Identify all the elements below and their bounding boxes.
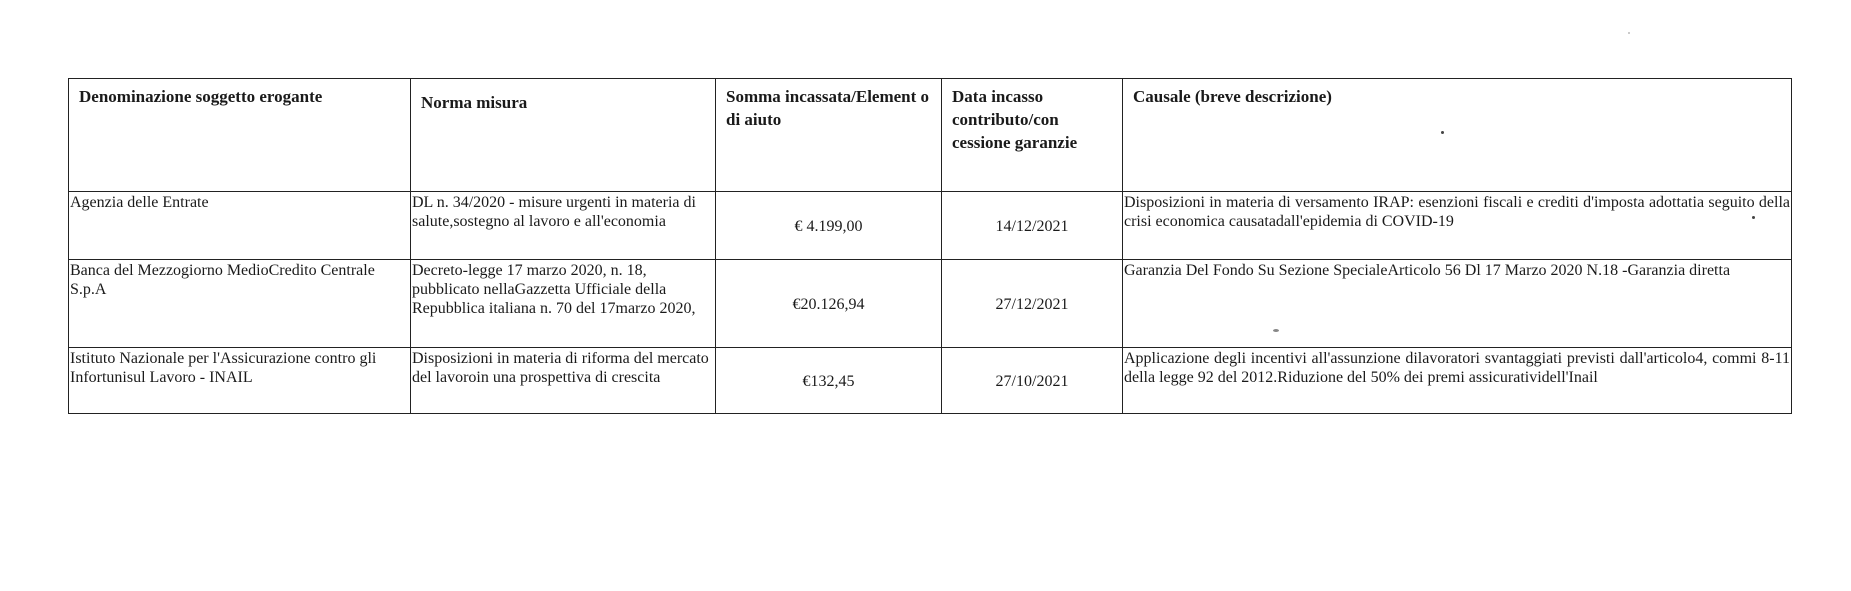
cell-causale: Applicazione degli incentivi all'assunzione dilavoratori svantaggiati previsti dall'articolo4, commi 8-11 della legge 92 del 2012.Riduzione del 50% dei premi assicuratividell'Inail bbox=[1123, 348, 1792, 414]
cell-norma: DL n. 34/2020 - misure urgenti in materia di salute,sostegno al lavoro e all'economia bbox=[411, 192, 716, 260]
cell-causale: Garanzia Del Fondo Su Sezione SpecialeArticolo 56 Dl 17 Marzo 2020 N.18 -Garanzia diretta bbox=[1123, 260, 1792, 348]
cell-soggetto: Agenzia delle Entrate bbox=[69, 192, 411, 260]
cell-somma: € 4.199,00 bbox=[716, 192, 942, 260]
header-causale: Causale (breve descrizione) bbox=[1123, 79, 1792, 192]
header-denominazione: Denominazione soggetto erogante bbox=[69, 79, 411, 192]
cell-data: 27/12/2021 bbox=[942, 260, 1123, 348]
aid-table-container bbox=[68, 78, 1791, 414]
header-somma: Somma incassata/Element o di aiuto bbox=[716, 79, 942, 192]
table-row bbox=[69, 348, 1792, 414]
aid-table bbox=[68, 78, 1792, 414]
cell-somma: €132,45 bbox=[716, 348, 942, 414]
cell-data: 14/12/2021 bbox=[942, 192, 1123, 260]
table-row bbox=[69, 260, 1792, 348]
cell-soggetto: Istituto Nazionale per l'Assicurazione contro gli Infortunisul Lavoro - INAIL bbox=[69, 348, 411, 414]
cell-norma: Disposizioni in materia di riforma del mercato del lavoroin una prospettiva di crescita bbox=[411, 348, 716, 414]
header-data: Data incasso contributo/con cessione garanzie bbox=[942, 79, 1123, 192]
cell-data: 27/10/2021 bbox=[942, 348, 1123, 414]
header-norma: Norma misura bbox=[411, 79, 716, 192]
cell-soggetto: Banca del Mezzogiorno MedioCredito Centrale S.p.A bbox=[69, 260, 411, 348]
cell-somma: €20.126,94 bbox=[716, 260, 942, 348]
scan-speck bbox=[1273, 329, 1279, 332]
scan-speck bbox=[1628, 32, 1630, 34]
table-row bbox=[69, 192, 1792, 260]
cell-norma: Decreto-legge 17 marzo 2020, n. 18, pubblicato nellaGazzetta Ufficiale della Repubblica italiana n. 70 del 17marzo 2020, bbox=[411, 260, 716, 348]
table-header-row bbox=[69, 79, 1792, 192]
scan-speck bbox=[1441, 131, 1444, 134]
scan-speck bbox=[1752, 216, 1755, 219]
cell-causale: Disposizioni in materia di versamento IRAP: esenzioni fiscali e crediti d'imposta adottatia seguito della crisi economica causatadall'epidemia di COVID-19 bbox=[1123, 192, 1792, 260]
